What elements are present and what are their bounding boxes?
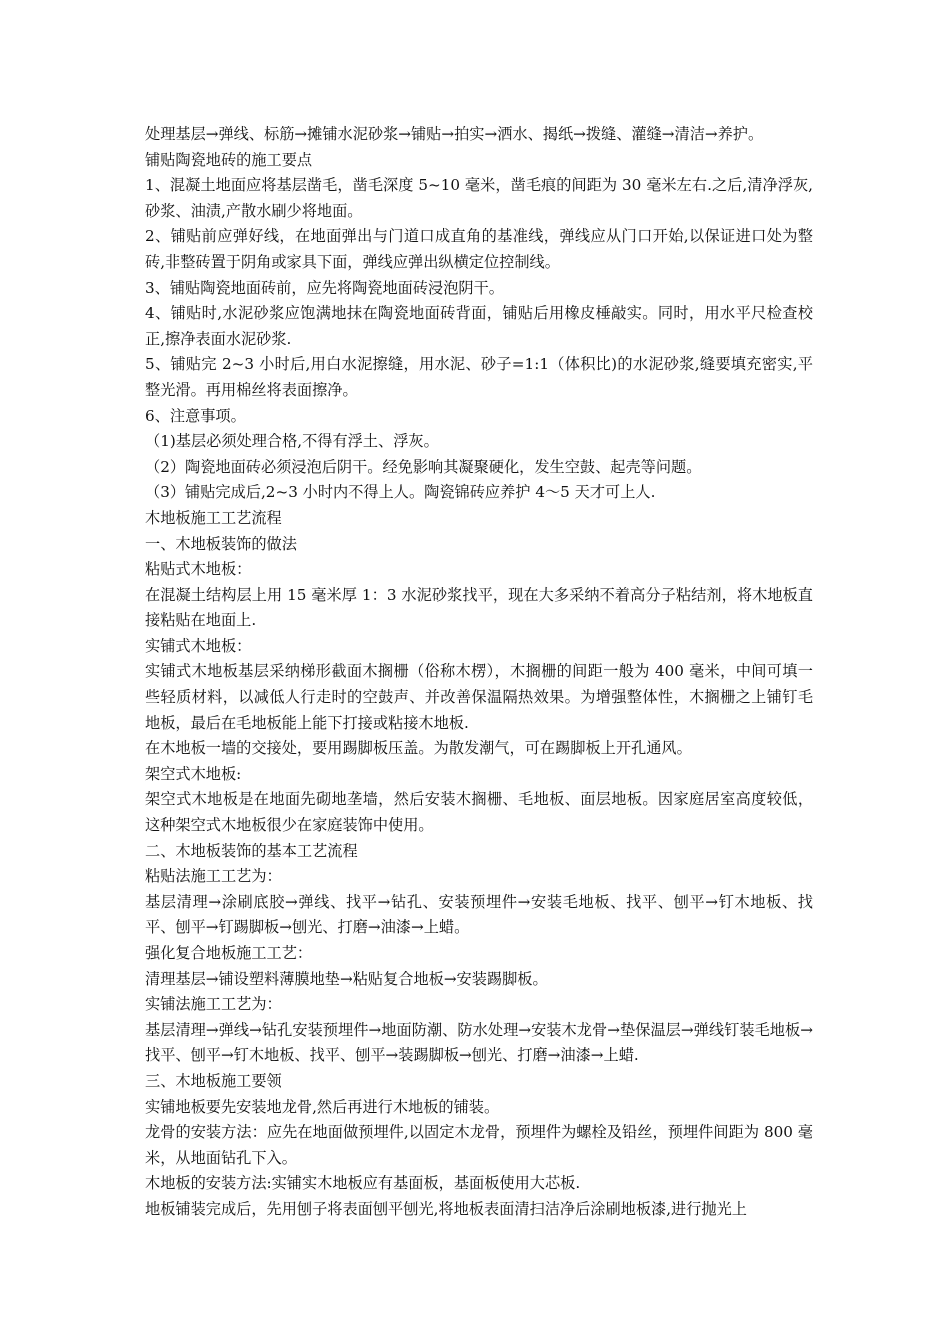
subheading: 粘贴法施工工艺为： bbox=[145, 867, 282, 886]
paragraph: 地板铺装完成后，先用刨子将表面刨平刨光,将地板表面清扫洁净后涂刷地板漆,进行抛光上 bbox=[145, 1199, 747, 1218]
paragraph: 基层清理→涂刷底胶→弹线、找平→钻孔、安装预埋件→安装毛地板、找平、刨平→钉木地板、找平、刨平→钉踢脚板→刨光、打磨→油漆→上蜡。 bbox=[145, 892, 813, 937]
subheading: 强化复合地板施工工艺： bbox=[145, 944, 313, 962]
paragraph: 5、铺贴完 2~3 小时后,用白水泥擦缝，用水泥、砂子=1:1（体积比)的水泥砂浆,缝要填充密实,平整光滑。再用棉丝将表面擦净。 bbox=[145, 355, 813, 399]
paragraph: 6、注意事项。 bbox=[145, 406, 246, 425]
section-heading: 二、木地板装饰的基本工艺流程 bbox=[145, 841, 358, 860]
paragraph: 2、铺贴前应弹好线，在地面弹出与门道口成直角的基准线，弹线应从门口开始,以保证进口处为整砖,非整砖置于阴角或家具下面，弹线应弹出纵横定位控制线。 bbox=[145, 227, 813, 271]
section-heading: 铺贴陶瓷地砖的施工要点 bbox=[145, 150, 313, 169]
paragraph: 处理基层→弹线、标筋→摊铺水泥砂浆→铺贴→拍实→洒水、揭纸→拨缝、灌缝→清洁→养护。 bbox=[145, 125, 764, 143]
section-heading: 三、木地板施工要领 bbox=[145, 1071, 282, 1090]
paragraph: 清理基层→铺设塑料薄膜地垫→粘贴复合地板→安装踢脚板。 bbox=[145, 969, 548, 988]
paragraph: 在木地板一墙的交接处，要用踢脚板压盖。为散发潮气，可在踢脚板上开孔通风。 bbox=[145, 739, 692, 758]
subheading: 架空式木地板: bbox=[145, 764, 242, 783]
section-heading: 一、木地板装饰的做法 bbox=[145, 534, 297, 553]
paragraph: 龙骨的安装方法：应先在地面做预埋件,以固定木龙骨，预埋件为螺栓及铅丝，预埋件间距为 800 毫米，从地面钻孔下入。 bbox=[145, 1123, 813, 1167]
paragraph: （3）铺贴完成后,2~3 小时内不得上人。陶瓷锦砖应养护 4～5 天才可上人. bbox=[145, 483, 656, 502]
section-heading: 木地板施工工艺流程 bbox=[145, 508, 282, 527]
subheading: 粘贴式木地板： bbox=[145, 560, 252, 579]
subheading: 实铺式木地板： bbox=[145, 636, 252, 655]
document-body bbox=[145, 122, 813, 1223]
paragraph: 1、混凝土地面应将基层凿毛，凿毛深度 5~10 毫米，凿毛痕的间距为 30 毫米左右.之后,清净浮灰,砂浆、油渍,产散水刷少将地面。 bbox=[145, 176, 813, 220]
subheading: 实铺法施工工艺为： bbox=[145, 995, 282, 1014]
paragraph: 实铺式木地板基层采纳梯形截面木搁栅（俗称木楞），木搁栅的间距一般为 400 毫米，中间可填一些轻质材料，以减低人行走时的空鼓声、并改善保温隔热效果。为增强整体性，木搁栅之上铺钉毛地板，最后在毛地板能上能下打接或粘接木地板. bbox=[145, 662, 813, 732]
paragraph: 实铺地板要先安装地龙骨,然后再进行木地板的铺装。 bbox=[145, 1097, 500, 1116]
paragraph: 4、铺贴时,水泥砂浆应饱满地抹在陶瓷地面砖背面，铺贴后用橡皮棰敲实。同时，用水平尺检查校正,擦净表面水泥砂浆. bbox=[145, 304, 813, 348]
paragraph: （2）陶瓷地面砖必须浸泡后阴干。经免影响其凝聚硬化，发生空鼓、起壳等问题。 bbox=[145, 457, 702, 476]
paragraph: 木地板的安装方法:实铺实木地板应有基面板，基面板使用大芯板. bbox=[145, 1174, 581, 1193]
paragraph: （1)基层必须处理合格,不得有浮土、浮灰。 bbox=[145, 432, 439, 451]
paragraph: 在混凝土结构层上用 15 毫米厚 1：3 水泥砂浆找平，现在大多采纳不着高分子粘结剂，将木地板直接粘贴在地面上. bbox=[145, 585, 813, 630]
paragraph: 架空式木地板是在地面先砌地垄墙，然后安装木搁栅、毛地板、面层地板。因家庭居室高度较低，这种架空式木地板很少在家庭装饰中使用。 bbox=[145, 790, 813, 835]
paragraph: 基层清理→弹线→钻孔安装预埋件→地面防潮、防水处理→安装木龙骨→垫保温层→弹线钉装毛地板→找平、刨平→钉木地板、找平、刨平→装踢脚板→刨光、打磨→油漆→上蜡. bbox=[145, 1020, 813, 1065]
paragraph: 3、铺贴陶瓷地面砖前，应先将陶瓷地面砖浸泡阴干。 bbox=[145, 278, 504, 297]
